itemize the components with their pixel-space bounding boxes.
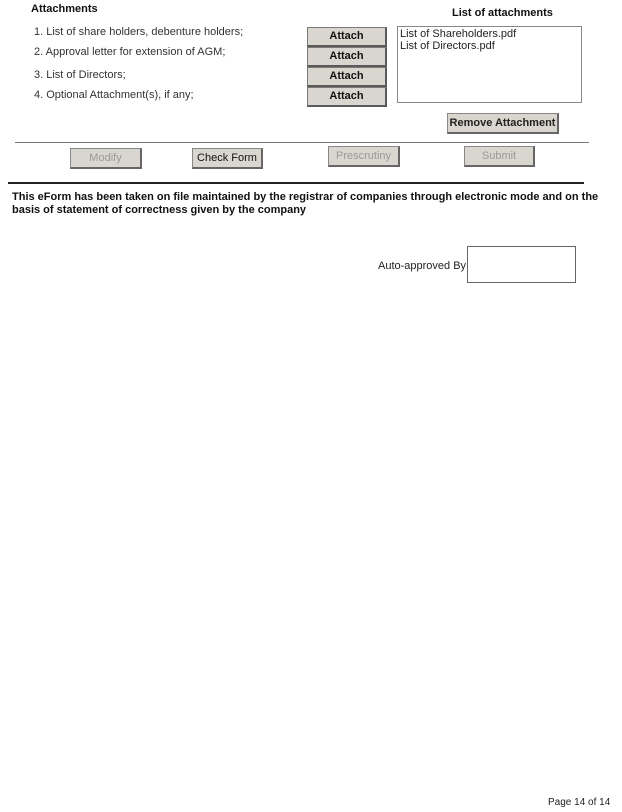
- attachments-heading: Attachments: [31, 3, 98, 15]
- attachment-item-label: 1. List of share holders, debenture holders;: [34, 26, 244, 38]
- auto-approved-field[interactable]: [467, 246, 576, 283]
- attachment-item-label: 4. Optional Attachment(s), if any;: [34, 89, 194, 101]
- divider: [8, 182, 584, 184]
- auto-approved-label: Auto-approved By: [378, 260, 467, 272]
- page-number: Page 14 of 14: [548, 797, 611, 808]
- list-of-attachments-heading: List of attachments: [452, 7, 553, 19]
- attach-button-2[interactable]: Attach: [307, 47, 387, 67]
- check-form-button[interactable]: Check Form: [192, 148, 263, 169]
- attachment-file-item[interactable]: List of Directors.pdf: [400, 40, 495, 52]
- remove-attachment-button[interactable]: Remove Attachment: [447, 113, 559, 134]
- modify-button[interactable]: Modify: [70, 148, 142, 169]
- attachment-item-label: 3. List of Directors;: [34, 69, 126, 81]
- attach-button-4[interactable]: Attach: [307, 87, 387, 107]
- attach-button-1[interactable]: Attach: [307, 27, 387, 47]
- attachments-listbox[interactable]: [397, 26, 582, 103]
- prescrutiny-button[interactable]: Prescrutiny: [328, 146, 400, 167]
- submit-button[interactable]: Submit: [464, 146, 535, 167]
- attachment-file-item[interactable]: List of Shareholders.pdf: [400, 28, 517, 40]
- attach-button-3[interactable]: Attach: [307, 67, 387, 87]
- divider: [15, 142, 589, 143]
- attachment-item-label: 2. Approval letter for extension of AGM;: [34, 46, 226, 58]
- efform-notice: This eForm has been taken on file maintained by the registrar of companies through electronic mode and on the basis of statement of correctness given by the company: [12, 191, 599, 216]
